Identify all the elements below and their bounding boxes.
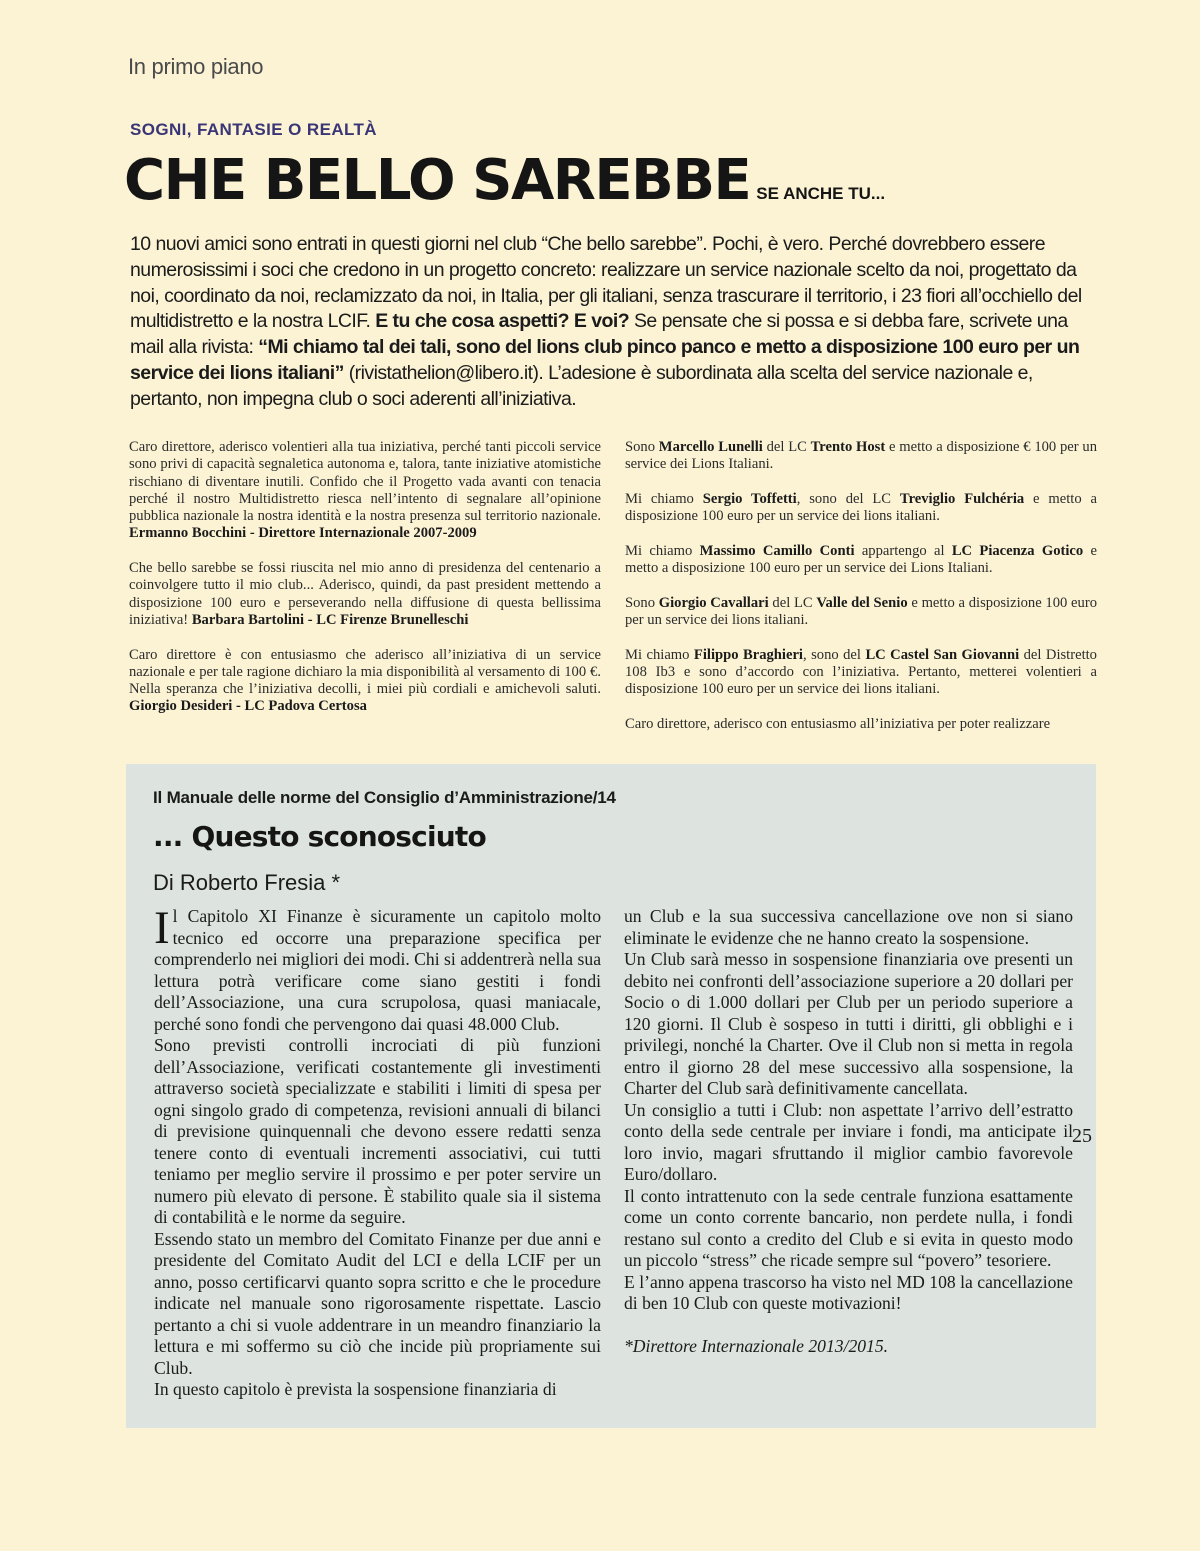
text-run: e metto a disposizione 100 euro per un service dei lions italiani. <box>625 594 1097 628</box>
article-paragraph: Un Club sarà messo in sospensione finanziaria ove presenti un debito nei confronti dell’associazione superiore a 20 dollari per Socio o di 1.000 dollari per Club per un periodo superiore a 120 giorni. Il Club è sospeso in tutti i diritti, gli obblighi e i privilegi, nonché la Charter. Ove il Club non si metta in regola entro il giorno 28 del mese successivo alla sospensione, la Charter del Club sarà definitivamente cancellata. <box>624 949 1073 1098</box>
article-paragraph: Il conto intrattenuto con la sede centrale funziona esattamente come un conto corrente bancario, non perdete nulla, i fondi restano sul conto a credito del Club e si evita in questo modo un piccolo “stress” che ricade sempre sul “povero” tesoriere. <box>624 1185 1073 1270</box>
reader-letter <box>625 439 1097 474</box>
letters-column-right <box>625 439 1097 750</box>
bold-text: Filippo Braghieri <box>693 646 803 663</box>
bold-text: Trento Host <box>810 439 886 455</box>
article-paragraph: Un consiglio a tutti i Club: non aspettate l’arrivo dell’estratto conto della sede centrale per inviare i fondi, ma anticipate il loro invio, magari sfruttando il miglior cambio favorevole Euro/dollaro. <box>624 1099 1073 1184</box>
bold-text: “Mi chiamo tal dei tali, sono del lions club pinco panco e metto a disposizione 100 euro per un service dei lions italiani” <box>130 336 1080 384</box>
box-byline: Di Roberto Fresia * <box>153 870 341 895</box>
bold-text: E tu che cosa aspetti? E voi? <box>375 310 630 333</box>
text-run: Mi chiamo <box>625 490 703 507</box>
article-paragraph: un Club e la sua successiva cancellazione ove non si siano eliminate le evidenze che ne hanno creato la sospensione. <box>624 906 1073 948</box>
article-column-left <box>154 902 601 1401</box>
article-paragraph: Essendo stato un membro del Comitato Finanze per due anni e presidente del Comitato Audit del LCI e della LCIF per un anno, posso certificarvi quanto sopra scritto e che le procedure indicate nel manuale sono rigorosamente rispettate. Lascio pertanto a chi si vuole addentrare in un meandro finanziario la lettura e mi soffermo su ciò che incide più propriamente sui Club. <box>154 1228 601 1378</box>
text-run: e metto a disposizione € 100 per un service dei Lions Italiani. <box>625 439 1097 473</box>
reader-letter <box>625 595 1097 630</box>
drop-cap: I <box>154 902 170 954</box>
bold-text: Valle del Senio <box>816 594 908 611</box>
text-run: Sono <box>625 594 659 611</box>
text-run: del Distretto 108 Ib3 e sono d’accordo con l’iniziativa. Pertanto, metterei volentieri a disposizione 100 euro per un service dei lions italiani. <box>625 646 1097 698</box>
bold-text: Treviglio Fulchéria <box>899 490 1025 507</box>
text-run: del LC <box>768 594 817 611</box>
reader-letter <box>129 439 601 543</box>
reader-letter <box>625 647 1097 699</box>
text-run: Caro direttore, aderisco volentieri alla tua iniziativa, perché tanti piccoli service sono privi di capacità segnaletica autonoma e, talora, tante iniziative atomistiche rischiano di diventare inutili. Confido che il Progetto vada avanti con tenacia perché il nostro Multidistretto riesca nell’intento di segnalare all’opinione pubblica nazionale la nostra identità e la nostra presenza sul territorio nazionale. <box>129 439 601 525</box>
headline-main: CHE BELLO SAREBBE <box>124 148 751 213</box>
reader-letter <box>625 716 1097 733</box>
article-paragraph: In questo capitolo è prevista la sospensione finanziaria di <box>154 1379 557 1399</box>
text-run: Che bello sarebbe se fossi riuscita nel mio anno di presidenza del centenario a coinvolgere tutto il mio club... Aderisco, quindi, da past president mettendo a disposizione 100 euro e perseverando nella diffusione di questa bellissima iniziativa! <box>129 560 601 628</box>
text-run: 10 nuovi amici sono entrati in questi giorni nel club “Che bello sarebbe”. Pochi, è vero. Perché dovrebbero essere numerosissimi i soci che credono in un progetto concreto: realizzare un service nazionale scelto da noi, progettato da noi, coordinato da noi, reclamizzato da noi, in Italia, per gli italiani, senza trascurare il territorio, i 23 fiori all’occhiello del multidistretto e la nostra LCIF. <box>130 233 1082 333</box>
text-run: , sono del <box>802 646 866 663</box>
bold-text: Giorgio Desideri - LC Padova Certosa <box>129 698 367 715</box>
reader-letter <box>129 647 601 716</box>
box-kicker: Il Manuale delle norme del Consiglio d’Amministrazione/14 <box>153 788 616 807</box>
text-run: (rivistathelion@libero.it). L’adesione è subordinata alla scelta del service nazionale e, pertanto, non impegna club o soci aderenti all’iniziativa. <box>130 361 1033 410</box>
sidebar-box <box>126 764 1096 1428</box>
article-paragraph: Sono previsti controlli incrociati di più funzioni dell’Associazione, verificati costantemente gli investimenti attraverso società specializzate e stabiliti i limiti di spesa per ogni singolo grado di competenza, revisioni annuali di bilanci di previsione quinquennali che devono essere redatti senza tenere conto di eventuali incrementi associativi, cui tutti teniamo per meglio servire il prossimo e per poter servire un numero più elevato di persone. È stabilito quale sia il sistema di contabilità e le norme da seguire. <box>154 1035 601 1227</box>
text-run: Mi chiamo <box>625 542 700 559</box>
article-paragraph: Il Capitolo XI Finanze è sicuramente un capitolo molto tecnico ed occorre una preparazione specifica per comprenderlo nei migliori dei modi. Chi si addentrerà nella sua lettura potrà verificare come siano gestiti i fondi dell’Associazione, una cura scrupolosa, quasi maniacale, perché sono fondi che pervengono dai quasi 48.000 Club. <box>154 902 601 1034</box>
box-title: ... Questo sconosciuto <box>153 820 486 853</box>
bold-text: Barbara Bartolini - LC Firenze Brunelleschi <box>191 611 469 628</box>
article-paragraph: E l’anno appena trascorso ha visto nel MD 108 la cancellazione di ben 10 Club con queste motivazioni! <box>624 1271 1073 1313</box>
page-number: 25 <box>1072 1125 1092 1147</box>
section-label: In primo piano <box>128 54 264 79</box>
text-run: appartengo al <box>854 542 952 559</box>
text-run: e metto a disposizione 100 euro per un service dei Lions Italiani. <box>625 542 1097 577</box>
text-run: e metto a disposizione 100 euro per un service dei lions italiani. <box>625 490 1097 525</box>
text-run: Sono <box>625 439 659 455</box>
text-run: Caro direttore, aderisco con entusiasmo all’iniziativa per poter realizzare <box>625 715 1051 732</box>
headline-sub: SE ANCHE TU... <box>756 184 886 203</box>
author-signature: *Direttore Internazionale 2013/2015. <box>624 1335 889 1356</box>
reader-letter <box>625 543 1097 578</box>
article-kicker: SOGNI, FANTASIE O REALTÀ <box>130 120 377 139</box>
bold-text: Marcello Lunelli <box>658 439 763 455</box>
text-run: , sono del LC <box>796 490 900 507</box>
letters-column-left <box>129 439 601 733</box>
reader-letter <box>625 491 1097 526</box>
bold-text: LC Castel San Giovanni <box>865 646 1020 663</box>
text-run: del LC <box>762 439 811 455</box>
text-run: Caro direttore è con entusiasmo che aderisco all’iniziativa di un service nazionale e per tale ragione dichiaro la mia disponibilità al versamento di 100 €. Nella speranza che l’iniziativa decolli, i miei più cordiali e amichevoli saluti. <box>129 646 601 698</box>
text-run: Mi chiamo <box>625 646 694 663</box>
bold-text: Sergio Toffetti <box>702 490 797 507</box>
lead-paragraph <box>130 232 1100 413</box>
article-column-right <box>624 906 1073 1357</box>
bold-text: Giorgio Cavallari <box>658 594 769 611</box>
bold-text: LC Piacenza Gotico <box>951 542 1084 559</box>
headline <box>124 148 885 213</box>
bold-text: Massimo Camillo Conti <box>699 542 855 559</box>
bold-text: Ermanno Bocchini - Direttore Internazionale 2007-2009 <box>129 525 477 542</box>
text-run: Se pensate che si possa e si debba fare, scrivete una mail alla rivista: <box>130 310 1068 359</box>
reader-letter <box>129 560 601 629</box>
